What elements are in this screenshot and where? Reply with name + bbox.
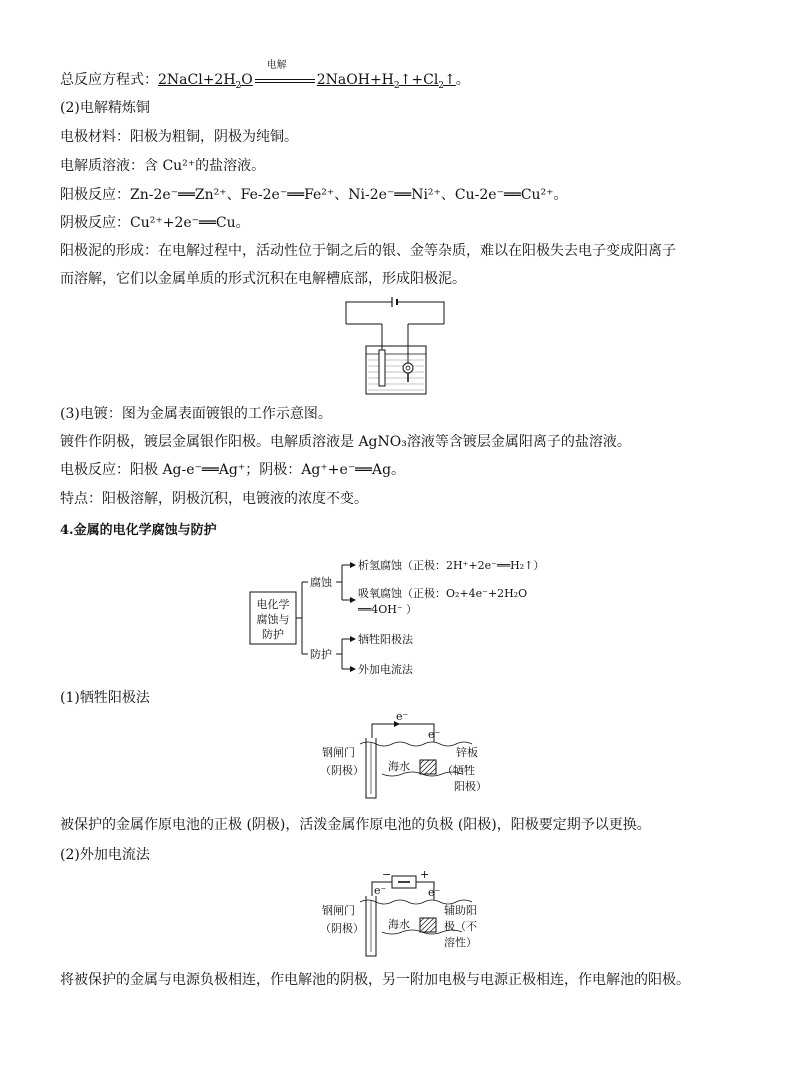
seawater-label: 海水 [388,918,410,931]
sacrificial-anode-diagram [316,712,486,804]
electrolysis-condition: 电解 [266,60,287,71]
solution-shading [368,360,424,390]
electrolyte-line: 电解质溶液：含 Cu²⁺的盐溶液。 [60,158,266,174]
root-bracket [296,582,308,654]
steel-gate-label: 钢闸门 [322,904,355,917]
tree-root-line-1: 电化学 [256,598,290,611]
auxiliary-anode-label-1: 辅助阳 [444,904,477,917]
anode-reaction: 阳极反应：Zn-2e⁻══Zn²⁺、Fe-2e⁻══Fe²⁺、Ni-2e⁻══Ni²⁺、Cu-2e⁻══Cu²⁺。 [60,187,568,203]
tree-root-line-3: 防护 [262,628,284,641]
cathode-reaction: 阴极反应：Cu²⁺+2e⁻══Cu。 [60,215,250,231]
impressed-current-method: 外加电流法 [358,663,413,676]
electron-label-top: e⁻ [396,710,409,723]
seawater-label: 海水 [388,760,410,773]
tree-root-line-2: 腐蚀与 [256,613,290,626]
sacrificial-label: （牺牲 [442,764,475,777]
plating-title: (3)电镀：图为金属表面镀银的工作示意图。 [60,406,332,422]
impressed-title: (2)外加电流法 [60,847,150,863]
plus-terminal: + [420,868,430,881]
protection-label: 防护 [310,648,332,661]
plating-description: 镀件作阴极，镀层金属银作阳极。电解质溶液是 AgNO₃溶液等含镀层金属阳离子的盐溶液。 [60,434,631,450]
steel-gate-label: 钢闸门 [322,746,355,759]
o2-absorption-corrosion-2: ══4OH⁻ ） [358,603,418,616]
silver-anode-plate [379,350,385,386]
plating-reaction: 电极反应：阳极 Ag-e⁻══Ag⁺；阴极：Ag⁺+e⁻══Ag。 [60,462,406,478]
circuit-wire [346,302,444,324]
corrosion-tree-diagram [248,552,558,684]
sacrificial-title: (1)牺牲阳极法 [60,690,150,706]
sacrificial-description: 被保护的金属作原电池的正极 (阴极)，活泼金属作原电池的负极 (阳极)，阳极要定期予以更换。 [60,817,651,833]
sacrificial-anode-method: 牺牲阳极法 [358,633,413,646]
anode-mud-line-2: 而溶解，它们以金属单质的形式沉积在电解槽底部，形成阳极泥。 [60,271,466,287]
corrosion-bracket [336,565,350,600]
h2-evolution-corrosion: 析氢腐蚀（正极：2H⁺+2e⁻══H₂↑） [358,559,545,572]
total-equation: $2NaCl+2H_2O$ [158,72,253,91]
impressed-current-diagram [316,870,486,960]
anode-mud-line-1: 阳极泥的形成：在电解过程中，活动性位于铜之后的银、金等杂质，难以在阳极失去电子变成阳离子 [60,243,676,259]
o2-absorption-corrosion-1: 吸氧腐蚀（正极：O₂+4e⁻+2H₂O [358,587,528,600]
auxiliary-anode-label-3: 溶性） [444,936,477,949]
protection-bracket [336,639,350,669]
total-equation-label: 总反应方程式： [60,72,158,88]
electron-label-right: e⁻ [428,886,441,899]
minus-terminal: − [382,868,392,881]
cathode-label: （阴极） [320,922,364,935]
impressed-description: 将被保护的金属与电源负极相连，作电解池的阴极，另一附加电极与电源正极相连，作电解池的阳极。 [60,972,690,988]
corrosion-label: 腐蚀 [310,576,332,589]
electron-label-side: e⁻ [428,728,441,741]
auxiliary-anode-label-2: 极（不 [444,920,477,933]
total-equation-line: 总反应方程式：$2NaCl+2H_2O$ 电解 $2NaOH+H_2↑+Cl_2↑$。 [60,70,470,96]
plating-feature: 特点：阳极溶解，阴极沉积，电镀液的浓度不变。 [60,491,368,507]
cathode-label: （阴极） [320,764,364,777]
beaker [366,346,426,394]
zinc-plate-label: 锌板 [456,746,478,759]
section-4-title: 4.金属的电化学腐蚀与防护 [60,523,217,538]
electroplating-diagram [340,294,450,398]
anode-label: 阳极） [454,780,487,793]
reaction-arrow [253,60,317,87]
connecting-wire [372,724,434,742]
plated-item [403,363,413,373]
electrode-material: 电极材料：阳极为粗铜，阴极为纯铜。 [60,129,298,145]
electron-label-left: e⁻ [374,884,387,897]
refine-title: (2)电解精炼铜 [60,100,150,116]
